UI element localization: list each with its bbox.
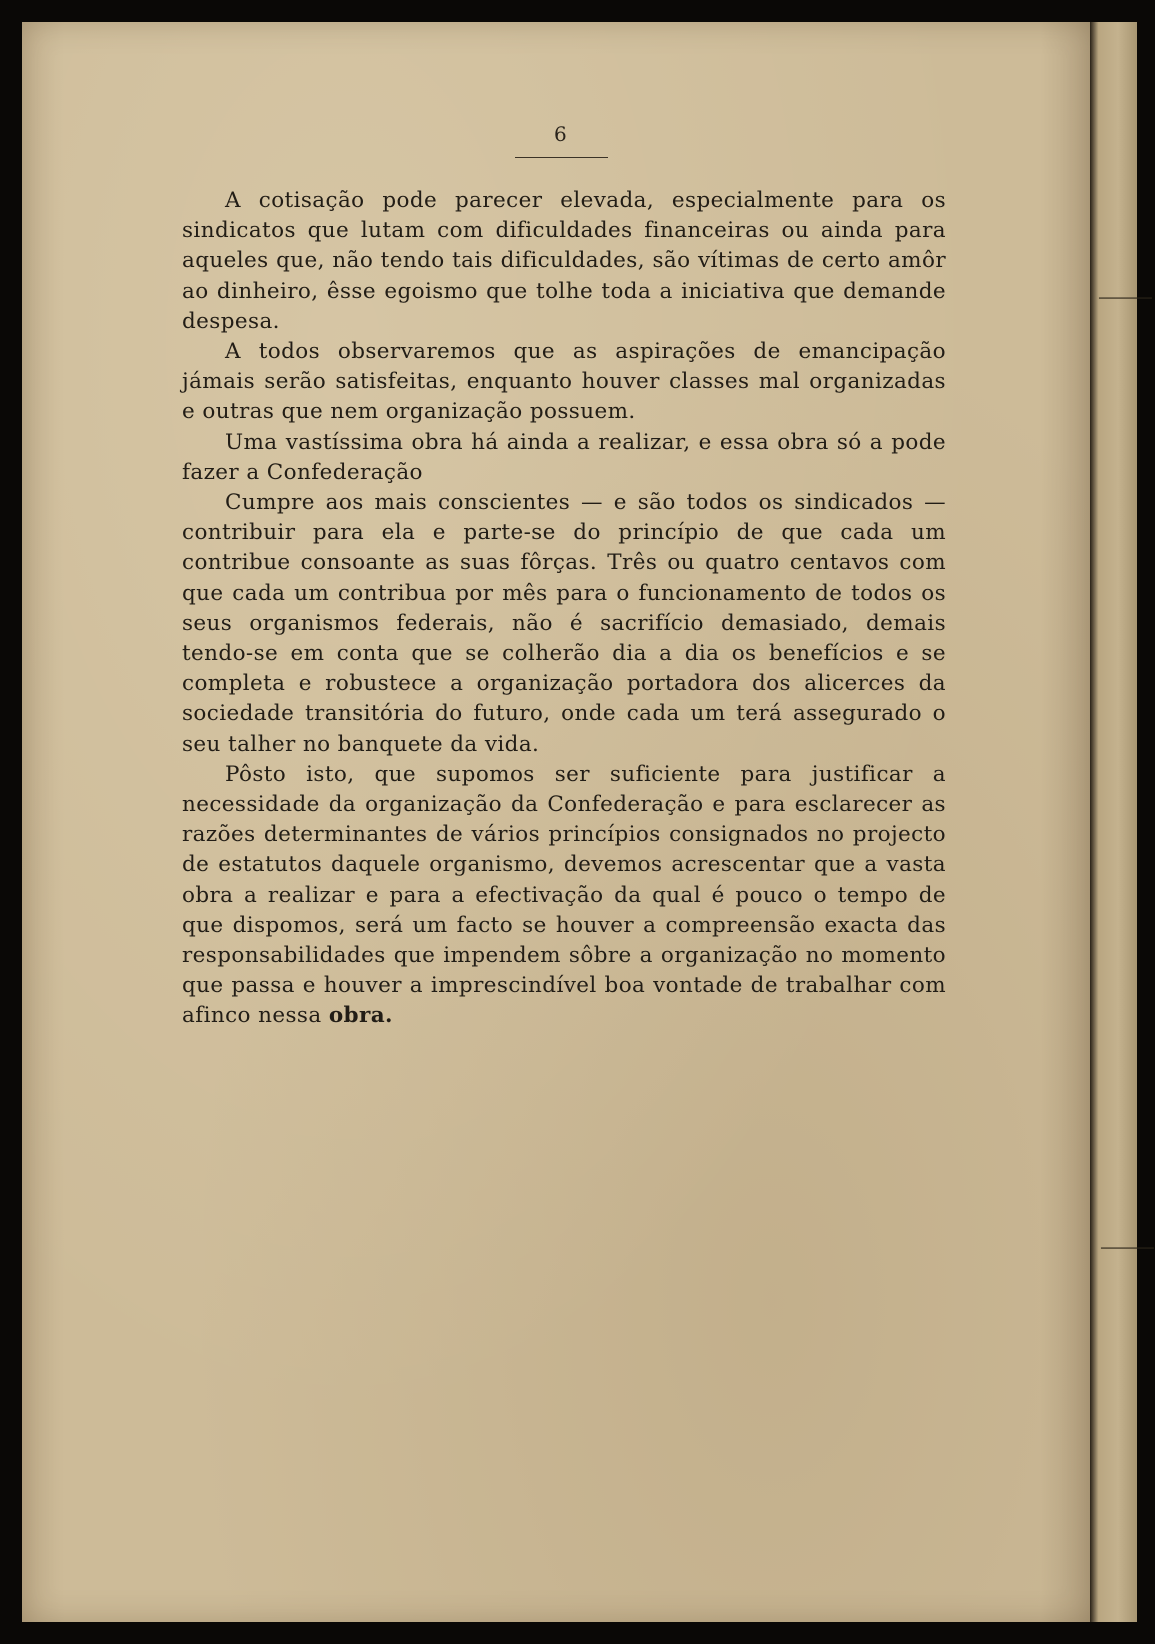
page-number-rule	[515, 157, 608, 158]
paragraph: A cotisação pode parecer elevada, especialmente para os sindicatos que lutam com dificuldades financeiras ou ainda para aqueles que, não tendo tais dificuldades, são vítimas de certo amôr ao dinheiro, êsse egoismo que tolhe toda a iniciativa que demande despesa.	[182, 188, 946, 334]
body-text	[182, 186, 946, 1032]
final-paragraph	[182, 760, 946, 1032]
paragraph: Cumpre aos mais conscientes — e são todos os sindicados — contribuir para ela e parte-se do princípio de que cada um contribue consoante as suas fôrças. Três ou quatro centavos com que cada um contribua por mês para o funcionamento de todos os seus organismos federais, não é sacrifício demasiado, demais tendo-se em conta que se colherão dia a dia os benefícios e se completa e robustece a organização portadora dos alicerces da sociedade transitória do futuro, onde cada um terá assegurado o seu talher no banquete da vida.	[182, 490, 946, 757]
paragraph: Uma vastíssima obra há ainda a realizar, e essa obra só a pode fazer a Confederação	[182, 429, 946, 485]
spine-ink-mark-icon: ⸻	[1098, 285, 1153, 310]
paragraph: A todos observaremos que as aspirações de emancipação jámais serão satisfeitas, enquanto houver classes mal organizadas e outras que nem organização possuem.	[182, 339, 946, 425]
spine-ink-mark-icon: ⸻	[1100, 1235, 1155, 1260]
page-number: 6	[554, 122, 567, 146]
binding-edge	[1090, 22, 1155, 1622]
final-paragraph-bold-end: obra.	[328, 1003, 393, 1029]
final-paragraph-text: Pôsto isto, que supomos ser suficiente para justificar a necessidade da organização da Confederação e para esclarecer as razões determinantes de vários princípios consignados no projecto de estatutos daquele organismo, devemos acrescentar que a vasta obra a realizar e para a efectivação da qual é pouco o tempo de que dispomos, será um facto se houver a compreensão exacta das responsabilidades que impendem sôbre a organização no momento que passa e houver a imprescindível boa vontade de trabalhar com afinco nessa	[182, 761, 946, 1029]
